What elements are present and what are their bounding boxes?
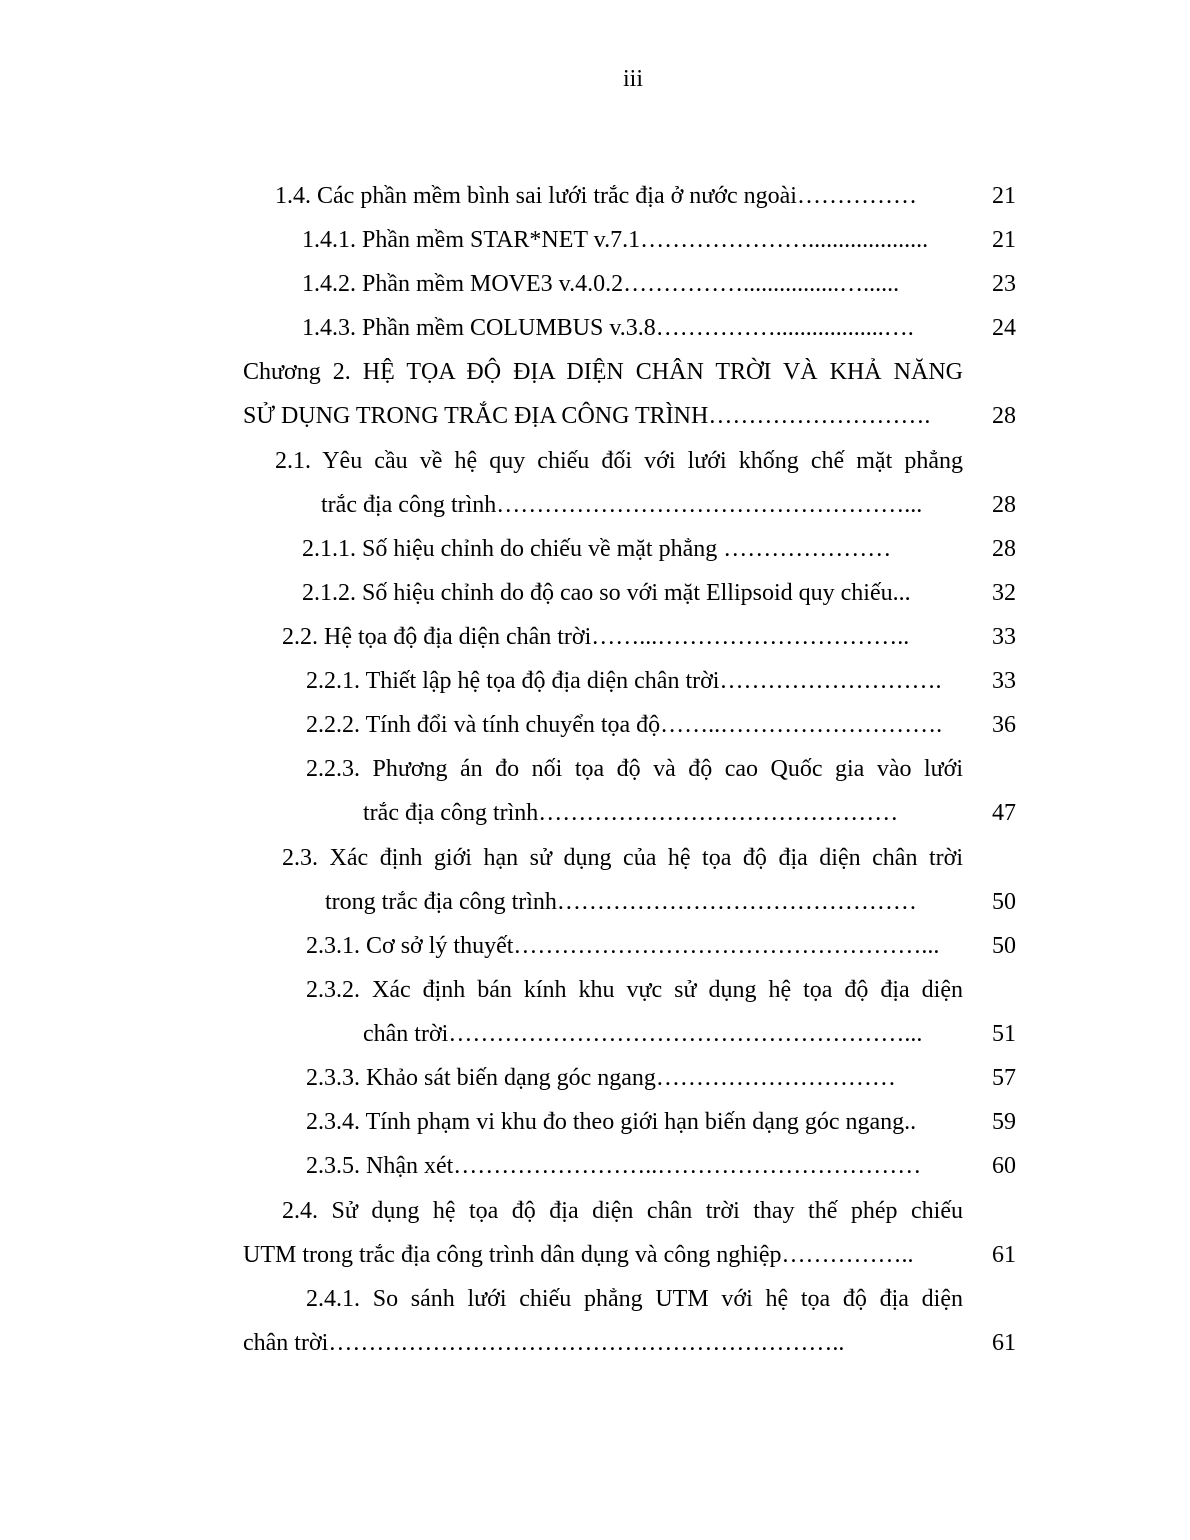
toc-entry-title-line-2: trong trắc địa công trình……………………………………… [325,889,917,915]
toc-page-number: 24 [992,315,1016,341]
toc-entry-title: 2.1.2. Số hiệu chỉnh do độ cao so với mặt Ellipsoid quy chiếu... [302,580,911,606]
toc-page-number: 50 [992,933,1016,959]
toc-page-number: 36 [992,712,1016,738]
toc-entry-title-line-1: 2.2.3. Phương án đo nối tọa độ và độ cao Quốc gia vào lưới [306,756,963,782]
toc-entry-title-line-2: trắc địa công trình……………………………………… [363,800,899,826]
toc-entry-title-line-1: 2.4. Sử dụng hệ tọa độ địa diện chân trời thay thế phép chiếu [282,1198,963,1224]
toc-entry-title: 2.2. Hệ tọa độ địa diện chân trời……...………………………….. [282,624,910,650]
toc-entry-title-line-1: 2.3.2. Xác định bán kính khu vực sử dụng hệ tọa độ địa diện [306,977,963,1003]
toc-entry-title-line-2: trắc địa công trình……………………………………………... [321,492,923,518]
toc-page-number: 28 [992,536,1016,562]
toc-page-number: 28 [992,492,1016,518]
toc-entry-title-line-2: SỬ DỤNG TRONG TRẮC ĐỊA CÔNG TRÌNH………………………. [243,403,931,429]
toc-entry-title: 2.2.2. Tính đổi và tính chuyển tọa độ……..………………………. [306,712,943,738]
toc-entry-title: 1.4.1. Phần mềm STAR*NET v.7.1………………….................... [302,227,929,253]
toc-page-number: 61 [992,1330,1016,1356]
toc-page-number: 50 [992,889,1016,915]
toc-page-number: 47 [992,800,1016,826]
toc-entry-title-line-2: chân trời…………………………………………………... [363,1021,923,1047]
toc-page-number: 57 [992,1065,1016,1091]
toc-entry-title: 2.2.1. Thiết lập hệ tọa độ địa diện chân trời………………………. [306,668,942,694]
toc-entry-title-line-1: 2.3. Xác định giới hạn sử dụng của hệ tọa độ địa diện chân trời [282,845,963,871]
toc-entry-title: 1.4. Các phần mềm bình sai lưới trắc địa ở nước ngoài…………… [275,183,917,209]
toc-entry-title: 2.3.4. Tính phạm vi khu đo theo giới hạn biến dạng góc ngang.. [306,1109,917,1135]
toc-page-number: 28 [992,403,1016,429]
toc-entry-title: 1.4.2. Phần mềm MOVE3 v.4.0.2……………................…...... [302,271,900,297]
toc-entry-title: 2.1.1. Số hiệu chỉnh do chiếu về mặt phẳng ………………… [302,536,892,562]
toc-entry-title: 1.4.3. Phần mềm COLUMBUS v.3.8……………..................…. [302,315,914,341]
toc-page-number: 33 [992,624,1016,650]
toc-page-number: 59 [992,1109,1016,1135]
toc-page-number: 60 [992,1153,1016,1179]
toc-entry-title-line-2: chân trời……………………………………………………….. [243,1330,845,1356]
toc-page-number: 51 [992,1021,1016,1047]
toc-entry-title-line-1: 2.4.1. So sánh lưới chiếu phẳng UTM với hệ tọa độ địa diện [306,1286,963,1312]
toc-page-number: 23 [992,271,1016,297]
toc-entry-title-line-2: UTM trong trắc địa công trình dân dụng và công nghiệp…………….. [243,1242,914,1268]
toc-entry-title-line-1: 2.1. Yêu cầu về hệ quy chiếu đối với lưới khống chế mặt phẳng [275,448,963,474]
toc-page-number: 61 [992,1242,1016,1268]
toc-entry-title: 2.3.1. Cơ sở lý thuyết……………………………………………... [306,933,940,959]
page-number: iii [622,66,643,92]
toc-page-number: 21 [992,183,1016,209]
toc-entry-title-line-1: Chương 2. HỆ TỌA ĐỘ ĐỊA DIỆN CHÂN TRỜI VÀ KHẢ NĂNG [243,359,963,385]
toc-page-number: 33 [992,668,1016,694]
toc-page-number: 32 [992,580,1016,606]
toc-page-number: 21 [992,227,1016,253]
toc-entry-title: 2.3.5. Nhận xét……………………..…………………………… [306,1153,922,1179]
toc-entry-title: 2.3.3. Khảo sát biến dạng góc ngang………………………… [306,1065,896,1091]
